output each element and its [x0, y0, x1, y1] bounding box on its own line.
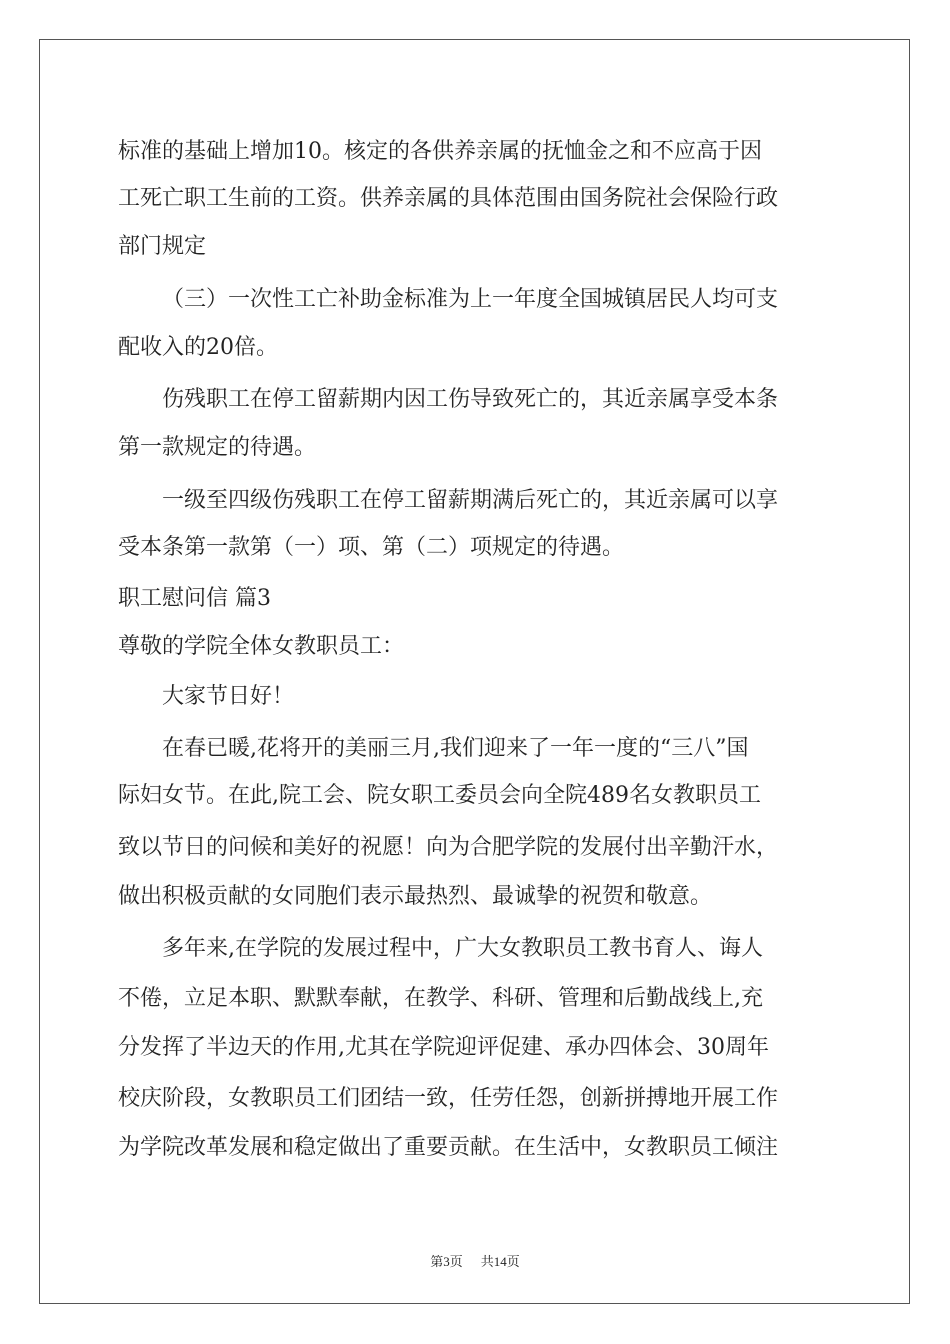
page-border: [39, 39, 910, 1304]
text-line: 致以节日的问候和美好的祝愿！向为合肥学院的发展付出辛勤汗水，: [118, 835, 779, 860]
text-line: 多年来,在学院的发展过程中，广大女教职员工教书育人、诲人: [162, 936, 763, 961]
page-number: 第3页: [430, 1254, 463, 1269]
text-line: 校庆阶段，女教职员工们团结一致，任劳任怨，创新拼搏地开展工作: [118, 1086, 779, 1111]
text-line: 伤残职工在停工留薪期内因工伤导致死亡的，其近亲属享受本条: [162, 387, 779, 412]
text-line: 第一款规定的待遇。: [118, 435, 317, 460]
text-line: 在春已暖,花将开的美丽三月,我们迎来了一年一度的“三八”国: [162, 736, 749, 761]
text-line: 为学院改革发展和稳定做出了重要贡献。在生活中，女教职员工倾注: [118, 1135, 779, 1160]
page-footer: [0, 1251, 950, 1270]
text-line: （三）一次性工亡补助金标准为上一年度全国城镇居民人均可支: [162, 287, 779, 312]
page-total: 共14页: [480, 1254, 520, 1269]
text-line: 标准的基础上增加10。核定的各供养亲属的抚恤金之和不应高于因: [118, 139, 762, 164]
text-line: 一级至四级伤残职工在停工留薪期满后死亡的，其近亲属可以享: [162, 488, 779, 513]
text-line: 不倦，立足本职、默默奉献，在教学、科研、管理和后勤战线上,充: [118, 986, 763, 1011]
text-line: 际妇女节。在此,院工会、院女职工委员会向全院489名女教职员工: [118, 783, 761, 808]
text-line: 配收入的20倍。: [118, 335, 278, 360]
greeting: 大家节日好！: [162, 684, 295, 709]
salutation: 尊敬的学院全体女教职员工：: [118, 634, 405, 659]
text-line: 分发挥了半边天的作用,尤其在学院迎评促建、承办四体会、30周年: [118, 1035, 769, 1060]
section-heading: 职工慰问信 篇3: [118, 586, 271, 611]
text-line: 做出积极贡献的女同胞们表示最热烈、最诚挚的祝贺和敬意。: [118, 884, 713, 909]
text-line: 工死亡职工生前的工资。供养亲属的具体范围由国务院社会保险行政: [118, 186, 779, 211]
text-line: 部门规定: [118, 234, 207, 259]
text-line: 受本条第一款第（一）项、第（二）项规定的待遇。: [118, 535, 625, 560]
